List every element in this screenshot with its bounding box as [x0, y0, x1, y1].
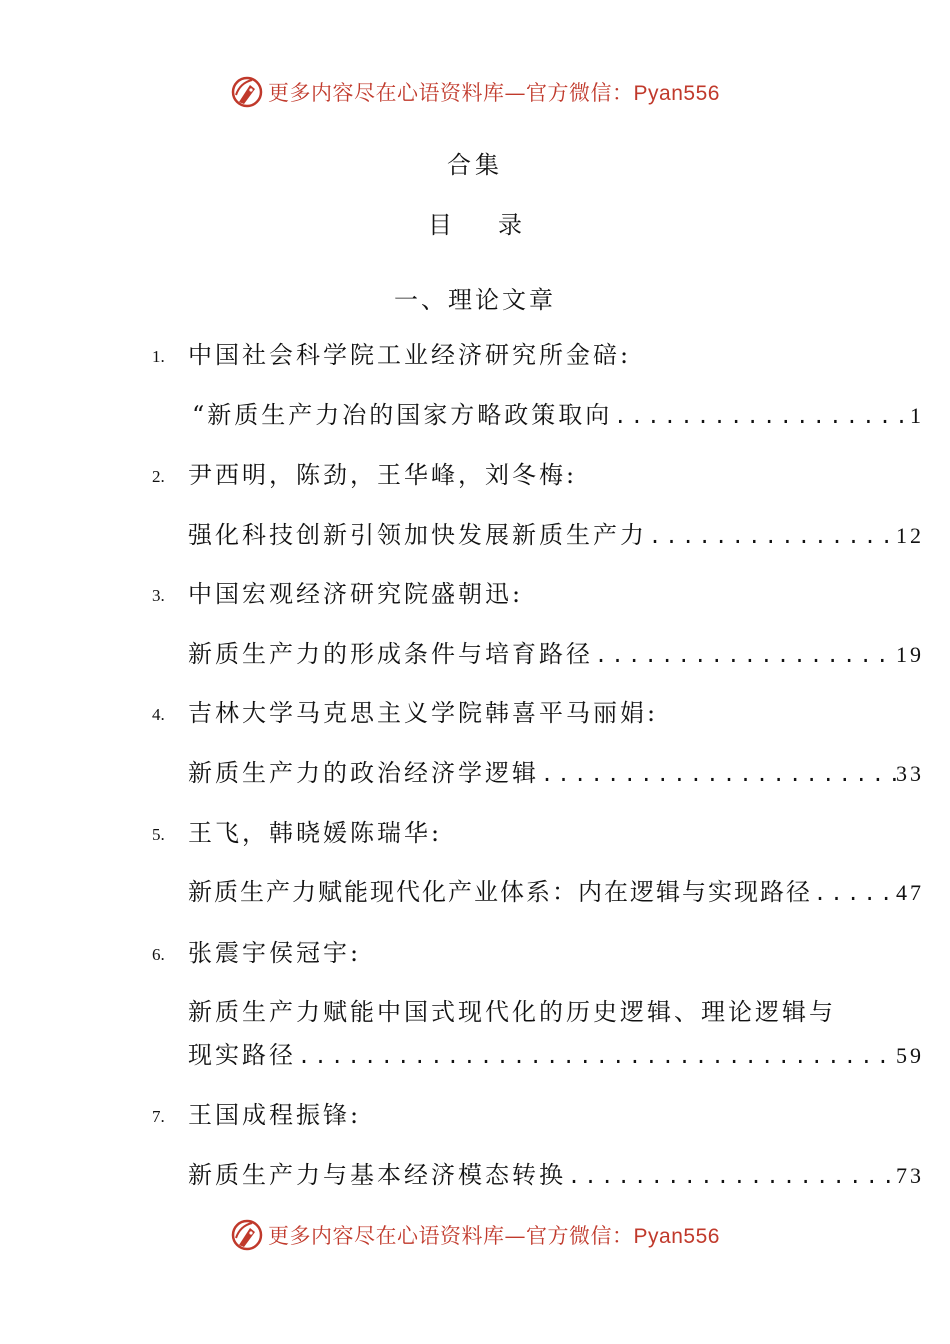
entry-author: 王国成程振锋: — [188, 1101, 362, 1129]
toc-entry-link[interactable] — [188, 758, 924, 789]
collection-title: 合集 — [447, 151, 503, 179]
entry-title: 现实路径 — [188, 1041, 296, 1069]
entry-page-number: 33 — [896, 761, 924, 786]
watermark-text — [268, 77, 720, 107]
watermark-dash: — — [504, 1224, 527, 1248]
entry-number: 2. — [152, 467, 165, 486]
entry-number: 4. — [152, 705, 165, 724]
toc-entry-link[interactable] — [188, 1160, 924, 1191]
entry-number: 1. — [152, 347, 165, 366]
entry-page-number: 47 — [896, 880, 924, 905]
watermark-dash: — — [504, 81, 527, 105]
watermark-wechat-id: Pyan556 — [633, 1225, 720, 1248]
entry-page-number: 19 — [896, 642, 924, 667]
entry-page-number: 1 — [910, 403, 924, 428]
toc-entry-link[interactable] — [188, 1040, 924, 1071]
entry-number: 5. — [152, 825, 165, 844]
entry-author: 吉林大学马克思主义学院韩喜平马丽娟: — [188, 699, 659, 727]
leader-dots — [614, 401, 910, 431]
pen-nib-logo-icon — [230, 1218, 264, 1252]
footer-watermark-banner — [0, 1215, 950, 1255]
entry-page-number: 73 — [896, 1163, 924, 1188]
entry-title: 新质生产力的形成条件与培育路径 — [188, 640, 593, 668]
entry-title: 新质生产力与基本经济模态转换 — [188, 1161, 566, 1189]
entry-author: 王飞，韩晓媛陈瑞华: — [188, 819, 443, 847]
section-title: 一、理论文章 — [394, 286, 556, 314]
entry-title: 强化科技创新引领加快发展新质生产力 — [188, 521, 647, 549]
entry-number: 6. — [152, 945, 165, 964]
entry-page-number: 59 — [896, 1043, 924, 1068]
entry-author: 中国宏观经济研究院盛朝迅: — [188, 580, 524, 608]
watermark-site-text: 更多内容尽在心语资料库 — [268, 1224, 505, 1248]
watermark-wechat-label: 官方微信： — [526, 1224, 634, 1248]
toc-entry-link[interactable] — [188, 520, 924, 551]
watermark-wechat-label: 官方微信： — [526, 81, 634, 105]
entry-author: 尹西明，陈劲，王华峰，刘冬梅: — [188, 461, 578, 489]
leader-dots — [814, 878, 896, 908]
entry-number: 3. — [152, 586, 165, 605]
entry-title-line-1[interactable]: 新质生产力赋能中国式现代化的历史逻辑、理论逻辑与 — [188, 998, 836, 1026]
leader-dots — [568, 1161, 896, 1191]
watermark-wechat-id: Pyan556 — [633, 82, 720, 105]
entry-author: 张震宇侯冠宇: — [188, 939, 362, 967]
toc-entry-link[interactable] — [188, 877, 924, 908]
watermark-text — [268, 1220, 720, 1250]
toc-entry-link[interactable] — [188, 400, 924, 431]
entry-title: “新质生产力冶的国家方略政策取向 — [192, 401, 613, 429]
entry-title: 新质生产力的政治经济学逻辑 — [188, 759, 539, 787]
toc-heading-char-2: 录 — [498, 211, 522, 239]
leader-dots — [541, 759, 896, 789]
entry-author: 中国社会科学院工业经济研究所金碚: — [188, 341, 632, 369]
pen-nib-logo-icon — [230, 75, 264, 109]
leader-dots — [298, 1041, 896, 1071]
leader-dots — [649, 521, 896, 551]
entry-page-number: 12 — [896, 523, 924, 548]
leader-dots — [595, 640, 896, 670]
toc-heading — [0, 205, 950, 240]
toc-entry-link[interactable] — [188, 639, 924, 670]
toc-heading-char-1: 目 — [428, 211, 452, 239]
entry-title: 新质生产力赋能现代化产业体系：内在逻辑与实现路径 — [188, 878, 812, 906]
watermark-site-text: 更多内容尽在心语资料库 — [268, 81, 505, 105]
header-watermark-banner — [0, 72, 950, 112]
entry-number: 7. — [152, 1107, 165, 1126]
